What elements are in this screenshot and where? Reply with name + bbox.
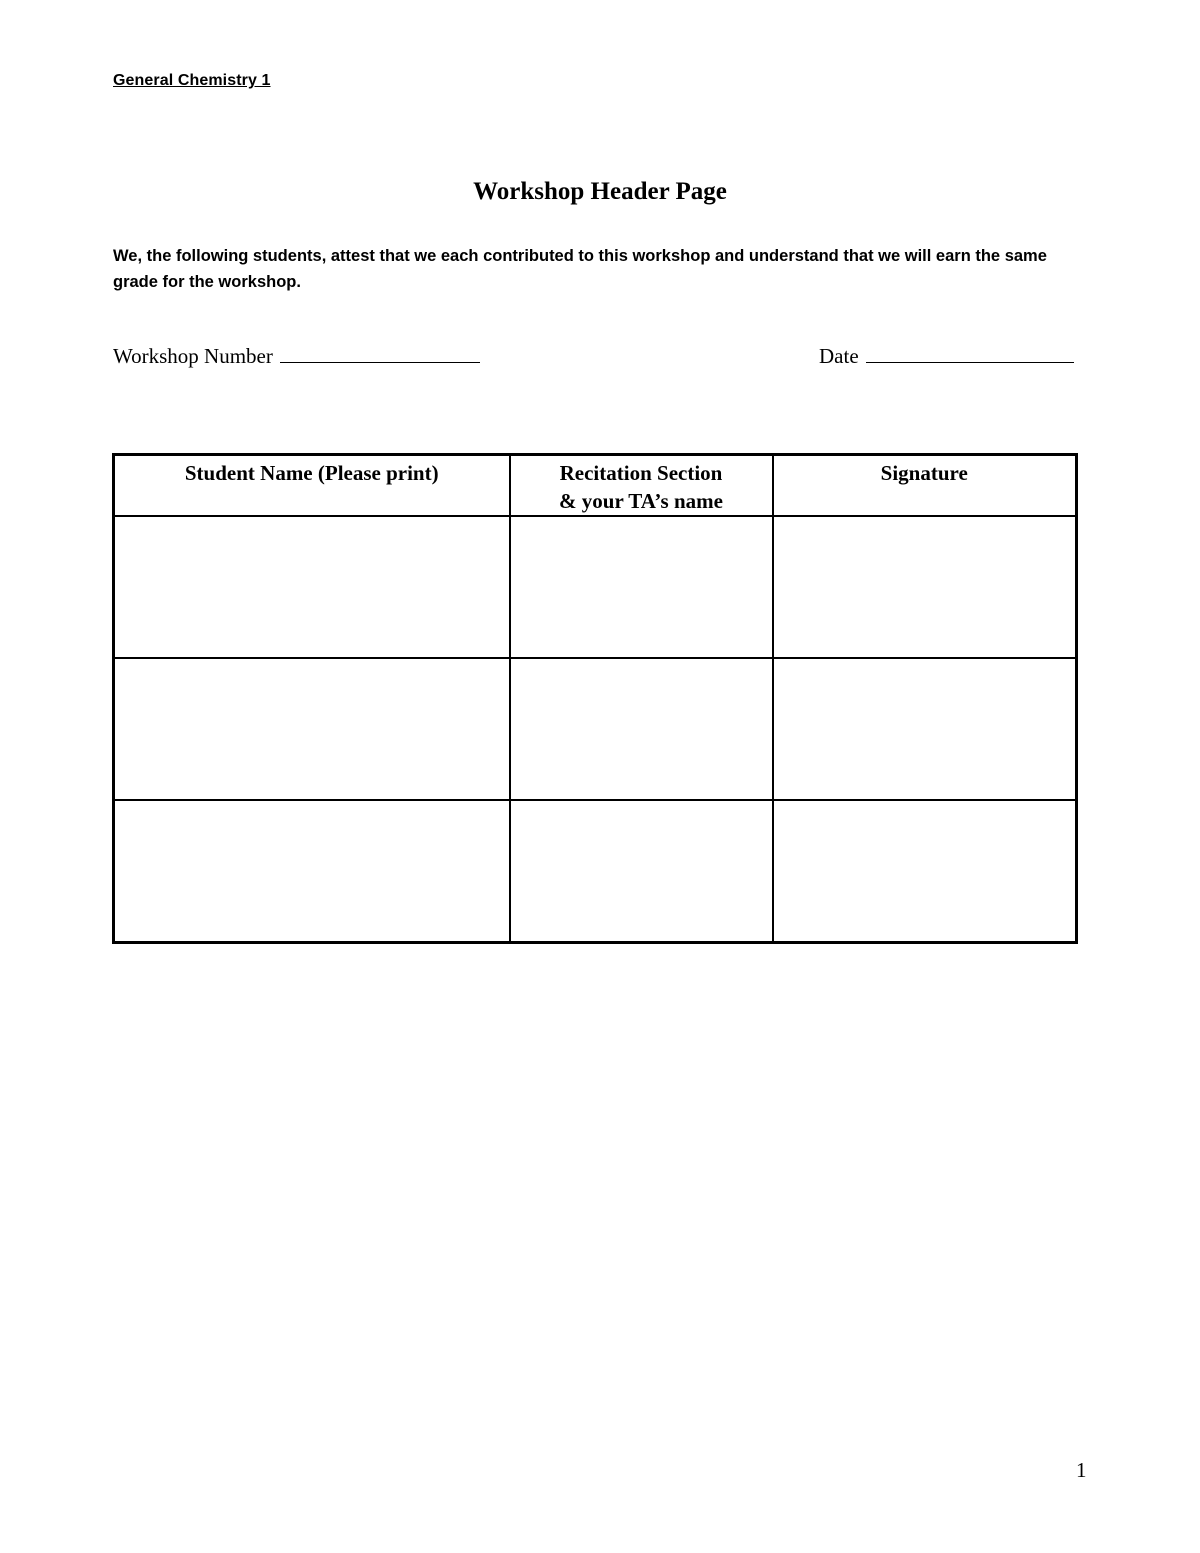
student-name-cell[interactable] [114,658,510,800]
header-signature-label: Signature [880,461,968,485]
header-recitation-section-line1: Recitation Section [559,461,723,485]
table-row [114,516,1077,658]
student-roster-table [112,453,1078,944]
header-student-name [114,455,510,517]
page-number: 1 [1076,1458,1087,1482]
workshop-number-label: Workshop Number [113,344,273,368]
recitation-section-cell[interactable] [510,516,773,658]
date-field [819,344,1074,369]
signature-cell[interactable] [773,516,1077,658]
page-title: Workshop Header Page [473,178,727,205]
header-signature [773,455,1077,517]
date-blank[interactable] [866,361,1074,363]
student-name-cell[interactable] [114,516,510,658]
header-student-name-label: Student Name (Please print) [184,461,439,485]
date-label: Date [819,344,859,368]
header-recitation-section [510,455,773,517]
table-header-row [114,455,1077,517]
signature-cell[interactable] [773,658,1077,800]
header-recitation-section-line2: & your TA’s name [559,489,723,513]
signature-cell[interactable] [773,800,1077,943]
table-row [114,658,1077,800]
course-name: General Chemistry 1 [113,72,271,89]
recitation-section-cell[interactable] [510,800,773,943]
workshop-number-blank[interactable] [280,361,480,363]
table-row [114,800,1077,943]
student-name-cell[interactable] [114,800,510,943]
recitation-section-cell[interactable] [510,658,773,800]
workshop-number-field [113,344,480,369]
attestation-statement: We, the following students, attest that we each contributed to this workshop and understand that we will earn the same grade for the workshop. [113,247,1047,291]
